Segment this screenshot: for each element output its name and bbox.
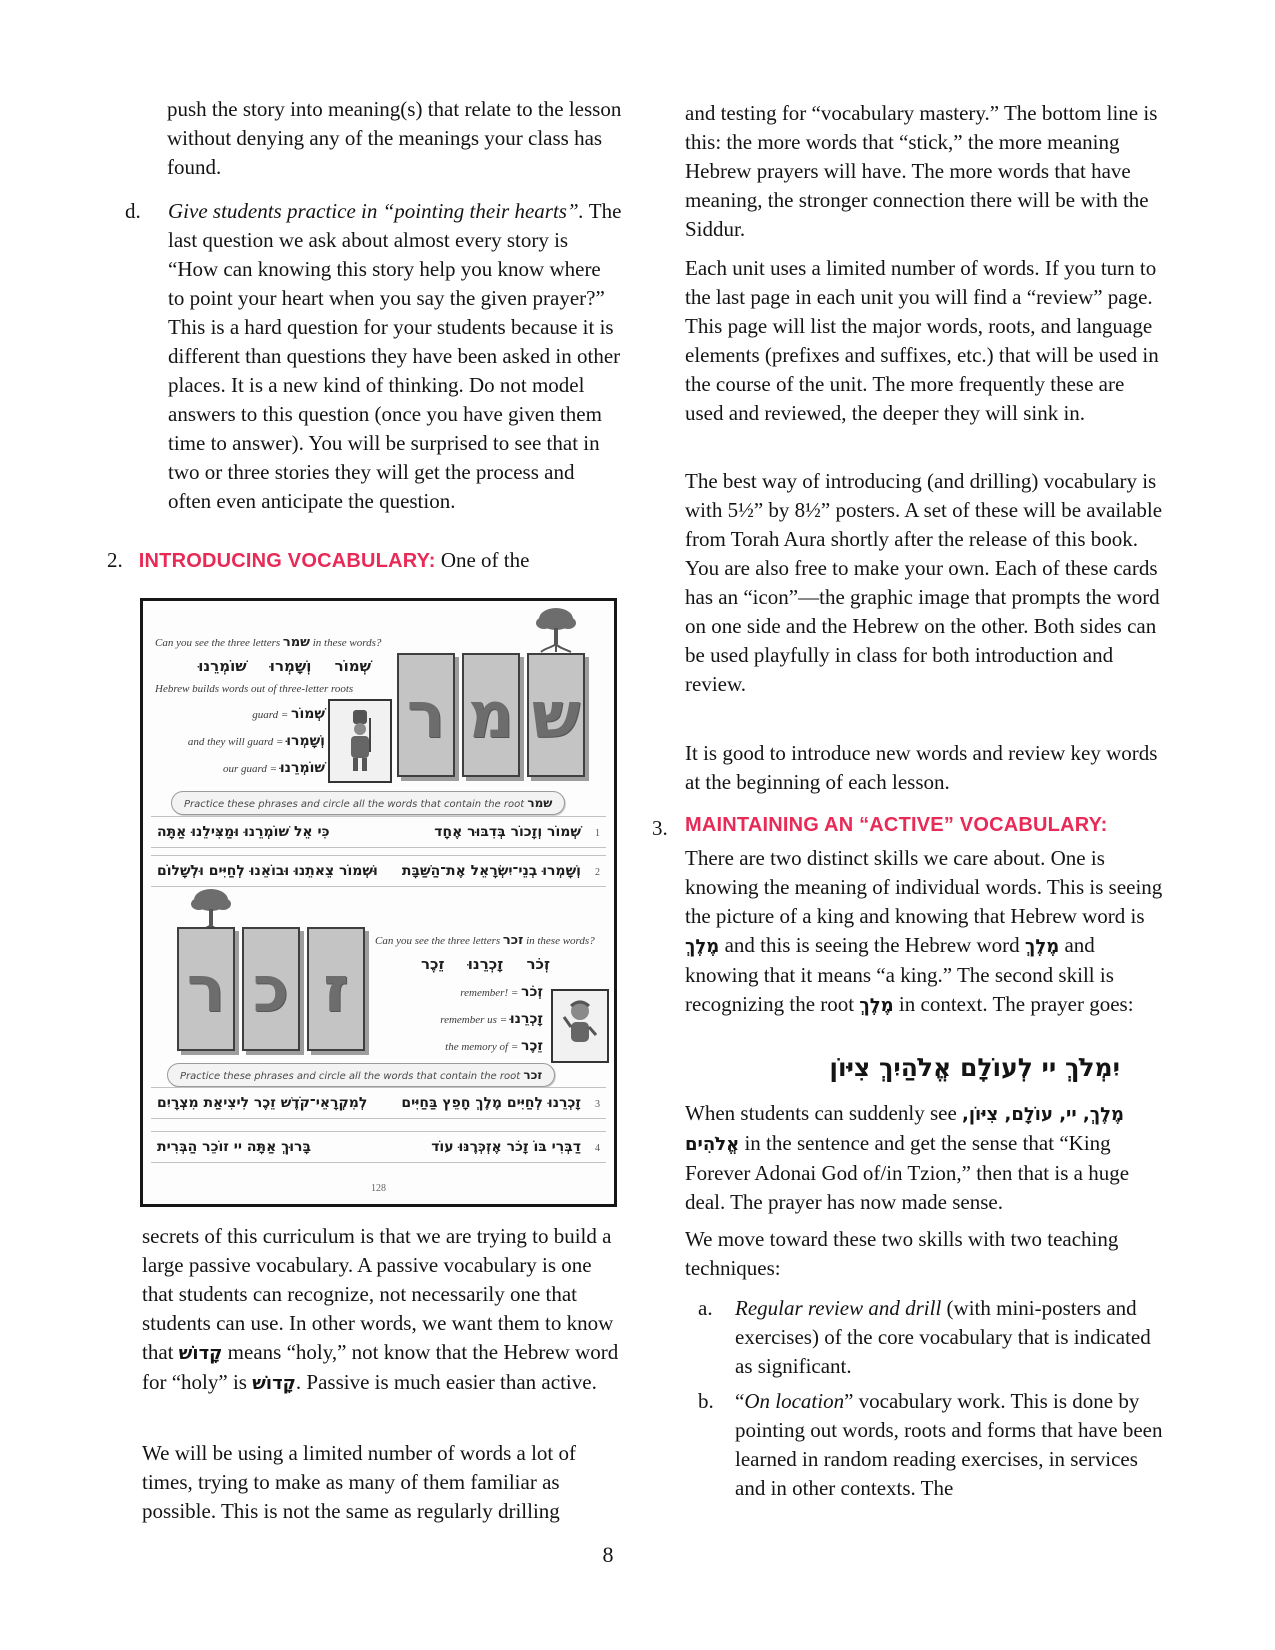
practice-line-4 bbox=[151, 1131, 606, 1163]
hebrew-word-melekh: מֶלֶךְ bbox=[1024, 936, 1060, 957]
root-cards-zakhor bbox=[177, 927, 365, 1051]
list-item-2 bbox=[107, 546, 620, 575]
list-marker-3: 3. bbox=[652, 816, 668, 840]
definition-row: remember us = זָכְרֵנוּ bbox=[440, 1011, 543, 1027]
letter-card bbox=[177, 927, 235, 1051]
item-a-lead: Regular review and drill bbox=[735, 1296, 942, 1320]
card-letter: מ bbox=[467, 677, 515, 753]
item-2-tail: One of the bbox=[435, 548, 530, 572]
section-heading-maintaining-vocabulary: MAINTAINING AN “ACTIVE” VOCABULARY: bbox=[685, 814, 1108, 836]
line-number: 2 bbox=[595, 867, 600, 878]
line-number: 4 bbox=[595, 1143, 600, 1154]
list-marker-2: 2. bbox=[107, 548, 123, 572]
list-item-d-text bbox=[168, 197, 622, 516]
paragraph-each-unit: Each unit uses a limited number of words. If you turn to the last page in each unit you will find a “review” page. This page will list the major words, roots, and language elements (prefixes and suffixes, etc.) that will be used in the course of the unit. The more frequently these are used and reviewed, the deeper they will sink in. bbox=[685, 256, 1159, 425]
item-d-lead: Give students practice in “pointing their hearts”. bbox=[168, 199, 584, 223]
hebrew-word-melekh: מֶלֶךְ bbox=[685, 936, 720, 957]
practice-line-3 bbox=[151, 1087, 606, 1119]
phrase: דַבְּרִי בּוֹ זָכֹר אֶזְכְּרֶנּוּ עוֹד bbox=[431, 1139, 581, 1155]
paragraph-push-story: push the story into meaning(s) that relate to the lesson without denying any of the meanings your class has found. bbox=[167, 97, 622, 179]
tree-icon bbox=[533, 606, 579, 659]
card-letter: כ bbox=[252, 951, 290, 1027]
practice-banner-zakhor: Practice these phrases and circle all the words that contain the root זכר bbox=[167, 1063, 555, 1087]
paragraph-best-way: The best way of introducing (and drilling) vocabulary is with 5½” by 8½” posters. A set of these will be available from Torah Aura shortly after the release of this book. You are also free to make your own. Each of these cards has an “icon”—the graphic image that prompts the word on one side and the Hebrew on the other. Both sides can be used playfully in class for both introduction and review. bbox=[685, 469, 1163, 696]
hebrew-prayer-line: יִמְלֹךְ יי לְעוֹלָם אֱלֹהַיִךְ צִיּוֹן bbox=[829, 1053, 1120, 1082]
card-letter: ש bbox=[531, 677, 581, 753]
hebrew-word-kadosh: קָדוֹשׁ bbox=[178, 1343, 223, 1364]
list-item-d bbox=[125, 197, 622, 516]
letter-card bbox=[462, 653, 520, 777]
paragraph-secrets: secrets of this curriculum is that we are trying to build a large passive vocabulary. A passive vocabulary is one that students can recognize, not necessarily one that students can use. In other words, we want them to know that קָדוֹשׁ means “holy,” not know that the Hebrew word for “holy” is קָדוֹשׁ. Passive is much easier than active. bbox=[142, 1224, 619, 1394]
line-number: 1 bbox=[595, 828, 600, 839]
card-letter: ר bbox=[186, 951, 226, 1027]
guard-icon bbox=[340, 708, 380, 774]
shamar-question: Can you see the three letters שמר in these words? bbox=[155, 635, 382, 650]
root-cards-shamar bbox=[397, 653, 585, 777]
zakhor-word-examples: זְכֹר זָכְרֵנוּ זֵכֶר bbox=[421, 955, 550, 973]
hebrew-word-list: מֶלֶךְ, יי, עוֹלָם, צִיּוֹן, אֱלֹהִים bbox=[685, 1104, 1125, 1155]
list-item-a bbox=[698, 1294, 1165, 1381]
zakhor-definitions bbox=[375, 979, 543, 1060]
letter-card bbox=[397, 653, 455, 777]
phrase: כִּי אֵל שׁוֹמְרֵנוּ וּמַצִּילֵנוּ אַתָּה bbox=[157, 824, 330, 840]
line-number: 3 bbox=[595, 1099, 600, 1110]
shamar-definitions bbox=[155, 701, 325, 782]
paragraph-we-move: We move toward these two skills with two teaching techniques: bbox=[685, 1227, 1119, 1280]
definition-row: the memory of = זֵכֶר bbox=[445, 1038, 543, 1054]
phrase: בָּרוּךְ אַתָּה יי זוֹכֵר הַבְּרִית bbox=[157, 1139, 312, 1155]
phrase: שְׁמוֹר וְזָכוֹר בְּדִבּוּר אֶחָד bbox=[434, 824, 581, 840]
list-item-b bbox=[698, 1387, 1165, 1503]
zakhor-question: Can you see the three letters זכר in these words? bbox=[375, 933, 595, 948]
phrase: זָכְרֵנוּ לְחַיִּים מֶלֶךְ חָפֵץ בַּחַיִּים bbox=[401, 1095, 581, 1111]
practice-banner-shamar: Practice these phrases and circle all the words that contain the root שמר bbox=[171, 791, 565, 815]
card-letter: ר bbox=[406, 677, 446, 753]
item-3-body: There are two distinct skills we care about. One is knowing the meaning of individual words. This is seeing the picture of a king and knowing that Hebrew word is מֶלֶךְ and this is seeing the Hebrew word מֶלֶךְ and knowing that it means “a king.” The second skill is recognizing the root מֶלֶךְ in context. The prayer goes: bbox=[685, 846, 1163, 1016]
practice-line-2 bbox=[151, 855, 606, 887]
item-b-text: “On location” vocabulary work. This is done by pointing out words, roots and forms that have been learned in random reading exercises, in services and in other contexts. The bbox=[735, 1389, 1163, 1500]
hebrew-word-melekh: מֶלֶךְ bbox=[859, 995, 894, 1016]
section-heading-introducing-vocabulary: INTRODUCING VOCABULARY: bbox=[138, 550, 436, 572]
worksheet-page-number: 128 bbox=[371, 1183, 386, 1194]
guard-illustration bbox=[328, 699, 392, 783]
phrase: לְמִקְרָאֵי־קֹדֶשׁ זֵכֶר לִיצִיאַת מִצְרָיִם bbox=[157, 1095, 368, 1111]
item-d-body: The last question we ask about almost every story is “How can knowing this story help you know where to point your heart when you say the given prayer?” This is a hard question for your students because it is different than questions they have been asked in other places. It is a new kind of thinking. Do not model answers to this question (once you have given them time to answer). You will be surprised to see that in two or three stories they will get the process and often even anticipate the question. bbox=[168, 199, 622, 513]
definition-row: and they will guard = וְשָׁמְרוּ bbox=[187, 733, 325, 749]
card-letter: ז bbox=[323, 951, 349, 1027]
letter-card bbox=[242, 927, 300, 1051]
definition-row: remember! = זְכֹר bbox=[460, 984, 543, 1000]
letter-card bbox=[527, 653, 585, 777]
item-a-text: Regular review and drill (with mini-posters and exercises) of the core vocabulary that is indicated as significant. bbox=[735, 1296, 1151, 1378]
list-item-3 bbox=[652, 814, 1164, 1020]
letter-card bbox=[307, 927, 365, 1051]
definition-row: our guard = שׁוֹמְרֵנוּ bbox=[223, 760, 325, 776]
paragraph-we-will: We will be using a limited number of words a lot of times, trying to make as many of them familiar as possible. This is not the same as regularly drilling bbox=[142, 1441, 576, 1523]
hebrew-word-kadosh: קָדוֹשׁ bbox=[252, 1373, 296, 1394]
phrase: וּשְׁמוֹר צֵאתֵנוּ וּבוֹאֵנוּ לְחַיִּים וּלְשָׁלוֹם bbox=[157, 863, 378, 879]
paragraph-testing: and testing for “vocabulary mastery.” The bottom line is this: the more words that “stick,” the more meaning Hebrew prayers will have. The more words that have meaning, the stronger connection there will be with the Siddur. bbox=[685, 101, 1158, 241]
worksheet-image bbox=[140, 598, 617, 1207]
shamar-note: Hebrew builds words out of three-letter roots bbox=[155, 683, 354, 695]
paragraph-when-students: When students can suddenly see מֶלֶךְ, יי, עוֹלָם, צִיּוֹן, אֱלֹהִים in the sentence and get the sense that “King Forever Adonai God of/in Tzion,” then that is a huge deal. The prayer has now made sense. bbox=[685, 1101, 1130, 1214]
practice-line-1 bbox=[151, 816, 606, 848]
kid-icon bbox=[561, 997, 599, 1055]
shamar-word-examples: שְׁמוֹר וְשָׁמְרוּ שׁוֹמְרֵנוּ bbox=[198, 657, 371, 675]
list-marker-a: a. bbox=[698, 1296, 713, 1320]
kid-illustration bbox=[551, 989, 609, 1063]
list-marker-b: b. bbox=[698, 1389, 714, 1413]
definition-row: guard = שְׁמוֹר bbox=[252, 706, 325, 722]
list-marker-d: d. bbox=[125, 199, 141, 223]
page-number: 8 bbox=[602, 1542, 614, 1567]
paragraph-it-is-good: It is good to introduce new words and review key words at the beginning of each lesson. bbox=[685, 741, 1158, 794]
phrase: וְשָׁמְרוּ בְנֵי־יִשְׂרָאֵל אֶת־הַשַּׁבָּת bbox=[401, 863, 581, 879]
item-b-lead: On location bbox=[744, 1389, 845, 1413]
